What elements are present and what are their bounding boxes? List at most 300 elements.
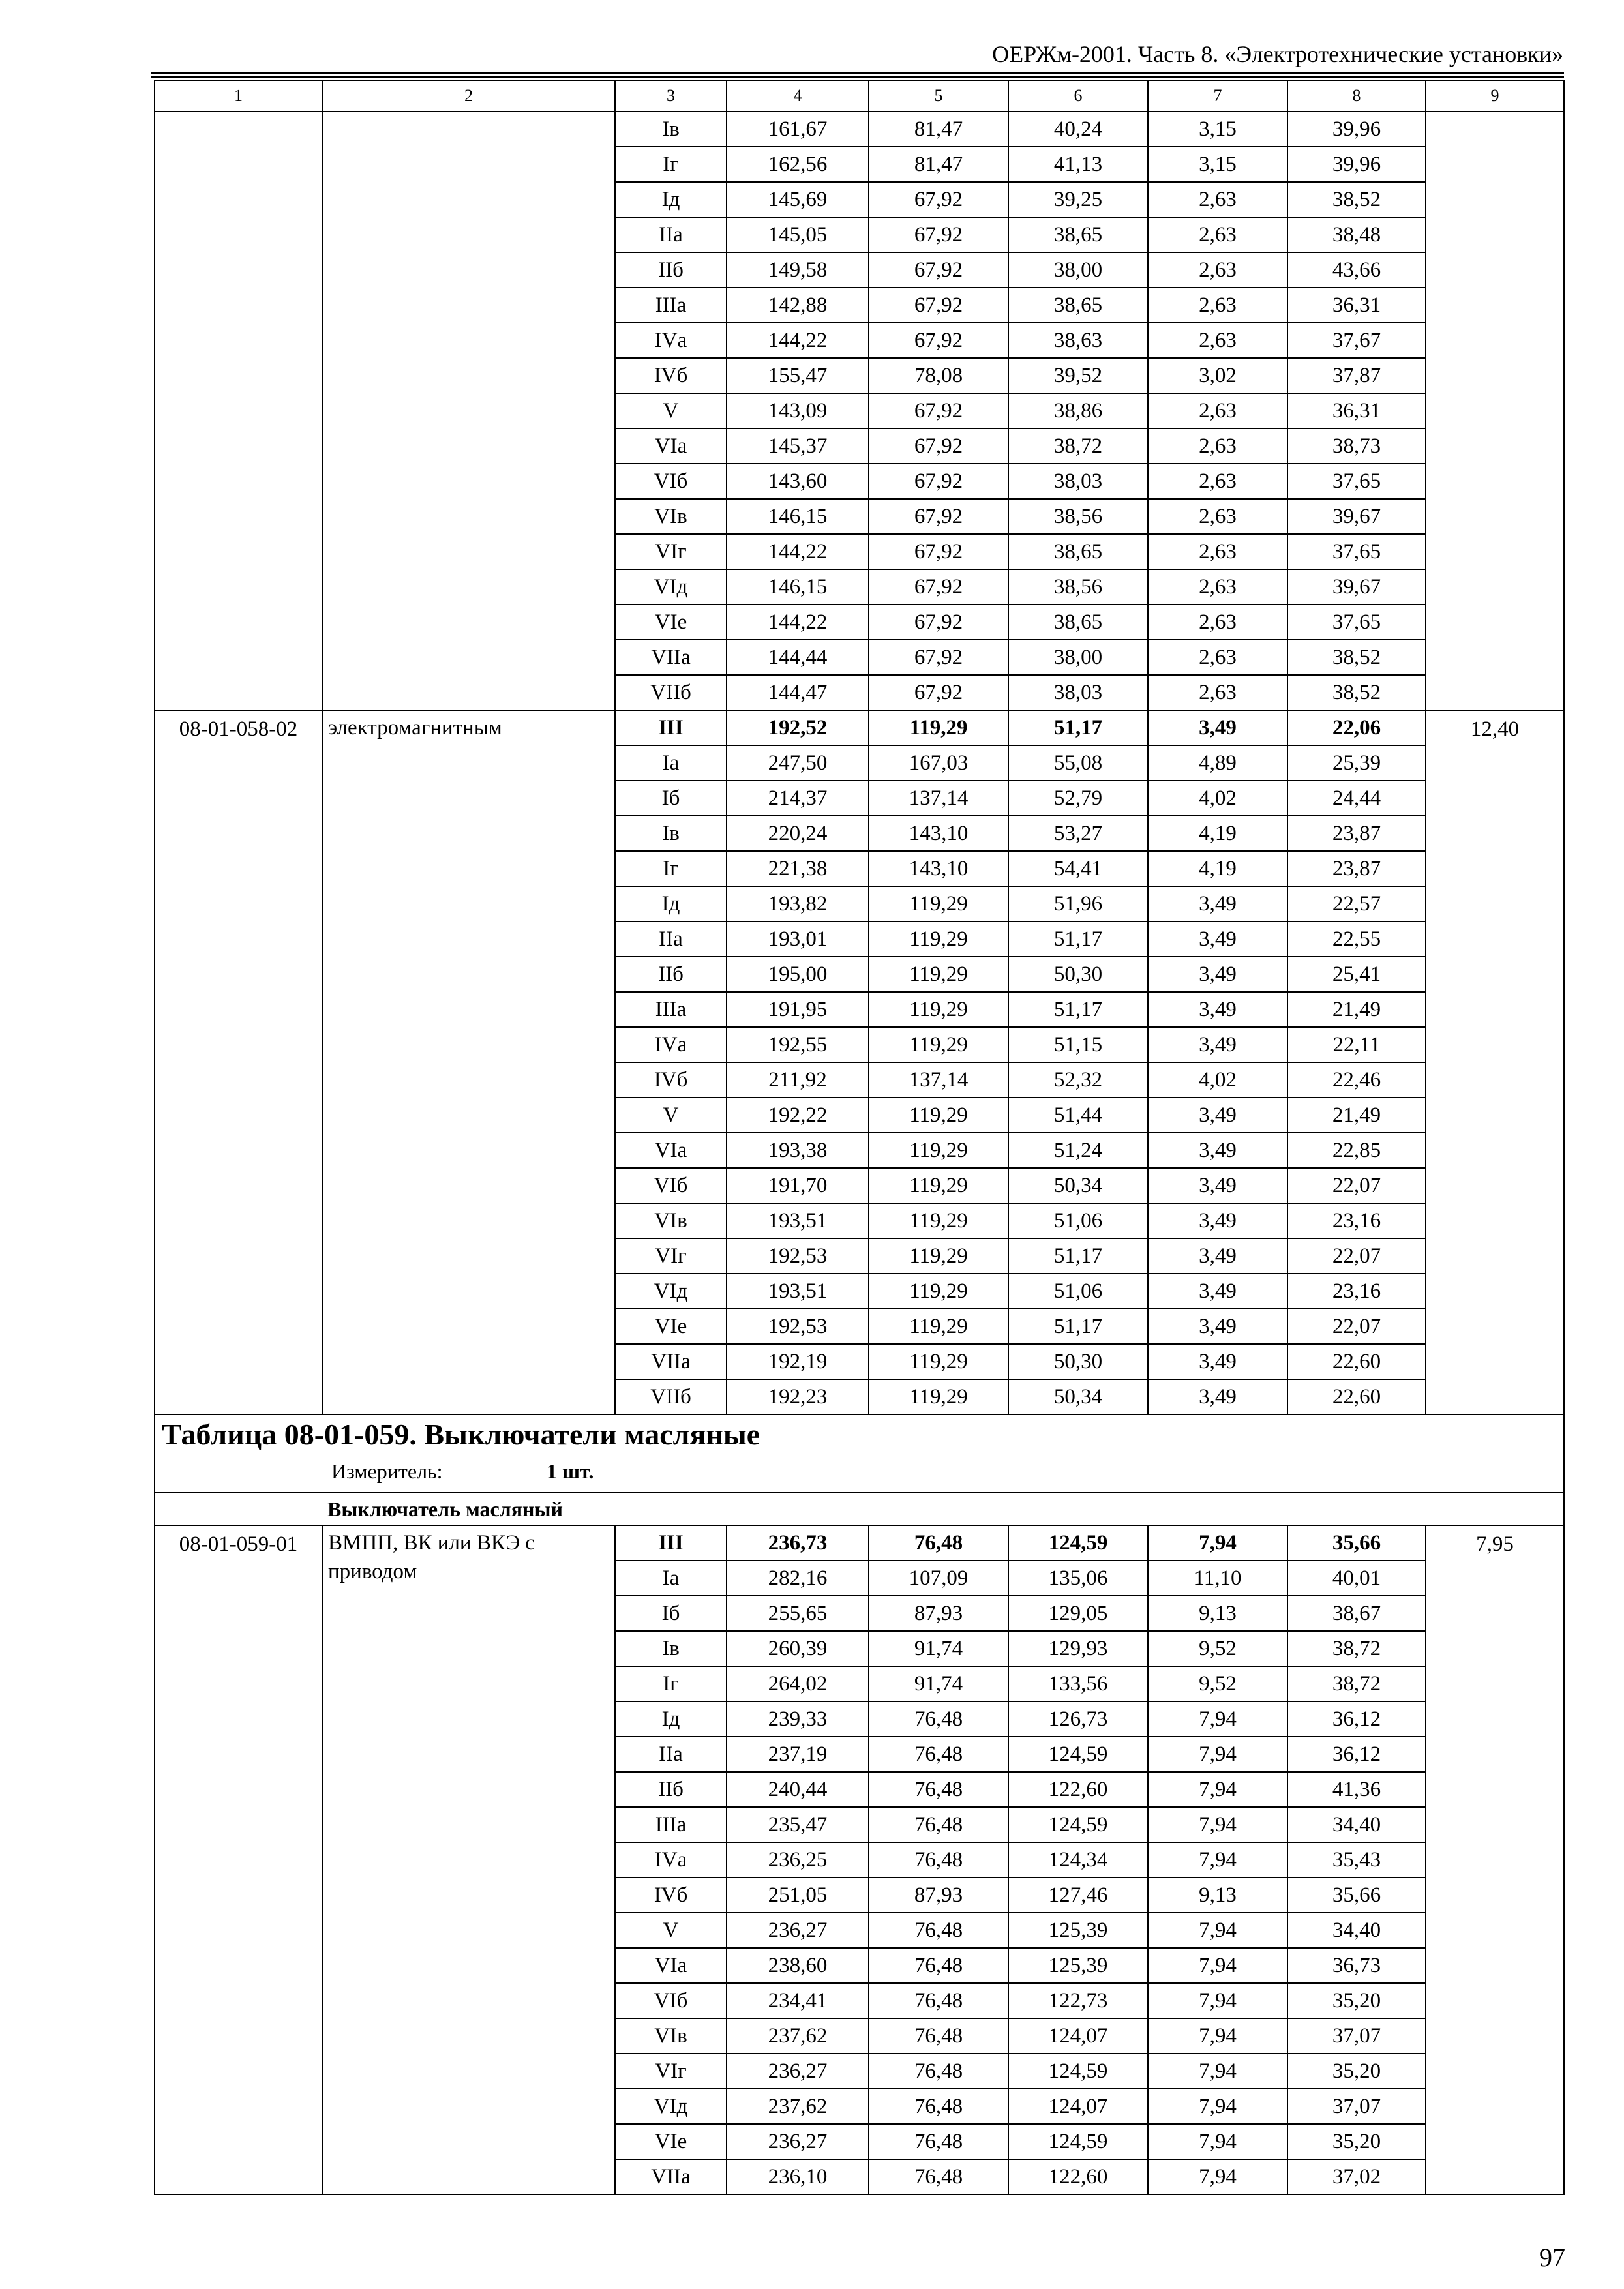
machines-cell: 124,07 (1008, 2089, 1148, 2124)
total-cost-cell: 221,38 (727, 851, 869, 886)
total-cost-cell: 192,53 (727, 1238, 869, 1274)
total-cost-cell: 144,22 (727, 534, 869, 569)
zone-cell: Iг (615, 851, 727, 886)
zone-cell: Iд (615, 1701, 727, 1737)
total-cost-cell: 155,47 (727, 358, 869, 393)
machines-cell: 39,25 (1008, 182, 1148, 217)
unit-label: Измеритель: (331, 1459, 443, 1483)
wages-cell: 67,92 (869, 569, 1008, 605)
materials-cell: 36,31 (1287, 393, 1426, 428)
machines-cell: 124,59 (1008, 1525, 1148, 1561)
machines-cell: 127,46 (1008, 1878, 1148, 1913)
labor-cell: 7,95 (1426, 1525, 1564, 2194)
wages-cell: 119,29 (869, 1098, 1008, 1133)
driver-wages-cell: 2,63 (1148, 569, 1287, 605)
total-cost-cell: 195,00 (727, 957, 869, 992)
driver-wages-cell: 3,49 (1148, 1379, 1287, 1414)
item-name-cell (322, 112, 615, 710)
materials-cell: 35,20 (1287, 1983, 1426, 2018)
materials-cell: 40,01 (1287, 1561, 1426, 1596)
driver-wages-cell: 7,94 (1148, 2054, 1287, 2089)
labor-cell (1426, 112, 1564, 710)
driver-wages-cell: 4,19 (1148, 816, 1287, 851)
header-rule-2 (151, 76, 1564, 78)
machines-cell: 133,56 (1008, 1666, 1148, 1701)
total-cost-cell: 220,24 (727, 816, 869, 851)
column-number: 2 (322, 80, 615, 112)
machines-cell: 38,72 (1008, 428, 1148, 464)
materials-cell: 35,20 (1287, 2054, 1426, 2089)
zone-cell: V (615, 1098, 727, 1133)
driver-wages-cell: 3,15 (1148, 112, 1287, 147)
wages-cell: 76,48 (869, 1701, 1008, 1737)
item-code-cell (155, 112, 322, 710)
materials-cell: 38,52 (1287, 640, 1426, 675)
running-header: ОЕРЖм-2001. Часть 8. «Электротехнические установки» (992, 41, 1563, 67)
wages-cell: 67,92 (869, 217, 1008, 252)
machines-cell: 38,03 (1008, 464, 1148, 499)
materials-cell: 36,12 (1287, 1737, 1426, 1772)
wages-cell: 119,29 (869, 1309, 1008, 1344)
machines-cell: 41,13 (1008, 147, 1148, 182)
materials-cell: 38,67 (1287, 1596, 1426, 1631)
zone-cell: IVб (615, 358, 727, 393)
driver-wages-cell: 9,13 (1148, 1878, 1287, 1913)
zone-cell: VIд (615, 2089, 727, 2124)
zone-cell: IIа (615, 1737, 727, 1772)
zone-cell: VIг (615, 534, 727, 569)
machines-cell: 51,06 (1008, 1274, 1148, 1309)
materials-cell: 22,46 (1287, 1062, 1426, 1098)
machines-cell: 38,00 (1008, 640, 1148, 675)
zone-cell: VIд (615, 569, 727, 605)
wages-cell: 119,29 (869, 1274, 1008, 1309)
zone-cell: Iв (615, 112, 727, 147)
wages-cell: 119,29 (869, 1379, 1008, 1414)
zone-cell: IIIа (615, 288, 727, 323)
zone-cell: VIIа (615, 1344, 727, 1379)
wages-cell: 67,92 (869, 428, 1008, 464)
wages-cell: 119,29 (869, 1133, 1008, 1168)
total-cost-cell: 144,22 (727, 605, 869, 640)
wages-cell: 76,48 (869, 1983, 1008, 2018)
driver-wages-cell: 3,49 (1148, 886, 1287, 921)
driver-wages-cell: 4,02 (1148, 1062, 1287, 1098)
materials-cell: 22,57 (1287, 886, 1426, 921)
zone-cell: IVа (615, 323, 727, 358)
wages-cell: 76,48 (869, 2159, 1008, 2194)
machines-cell: 125,39 (1008, 1913, 1148, 1948)
materials-cell: 38,52 (1287, 675, 1426, 710)
materials-cell: 37,02 (1287, 2159, 1426, 2194)
zone-cell: VIа (615, 1133, 727, 1168)
machines-cell: 124,59 (1008, 1807, 1148, 1842)
total-cost-cell: 236,73 (727, 1525, 869, 1561)
wages-cell: 76,48 (869, 2018, 1008, 2054)
wages-cell: 67,92 (869, 499, 1008, 534)
total-cost-cell: 192,23 (727, 1379, 869, 1414)
materials-cell: 39,67 (1287, 499, 1426, 534)
materials-cell: 36,12 (1287, 1701, 1426, 1737)
driver-wages-cell: 2,63 (1148, 252, 1287, 288)
wages-cell: 87,93 (869, 1878, 1008, 1913)
total-cost-cell: 192,52 (727, 710, 869, 745)
materials-cell: 23,16 (1287, 1274, 1426, 1309)
total-cost-cell: 236,10 (727, 2159, 869, 2194)
zone-cell: VIг (615, 2054, 727, 2089)
materials-cell: 36,31 (1287, 288, 1426, 323)
column-number: 5 (869, 80, 1008, 112)
machines-cell: 135,06 (1008, 1561, 1148, 1596)
machines-cell: 124,59 (1008, 2054, 1148, 2089)
machines-cell: 122,60 (1008, 1772, 1148, 1807)
total-cost-cell: 236,27 (727, 2054, 869, 2089)
total-cost-cell: 282,16 (727, 1561, 869, 1596)
total-cost-cell: 238,60 (727, 1948, 869, 1983)
column-number: 7 (1148, 80, 1287, 112)
zone-cell: IIб (615, 957, 727, 992)
driver-wages-cell: 3,49 (1148, 957, 1287, 992)
table-row (155, 1525, 1564, 1561)
materials-cell: 38,52 (1287, 182, 1426, 217)
zone-cell: Iв (615, 1631, 727, 1666)
total-cost-cell: 193,51 (727, 1203, 869, 1238)
materials-cell: 37,67 (1287, 323, 1426, 358)
column-number: 6 (1008, 80, 1148, 112)
materials-cell: 22,60 (1287, 1344, 1426, 1379)
zone-cell: V (615, 1913, 727, 1948)
item-code-cell: 08-01-058-02 (155, 710, 322, 1414)
zone-cell: VIв (615, 1203, 727, 1238)
item-code-cell: 08-01-059-01 (155, 1525, 322, 2194)
total-cost-cell: 142,88 (727, 288, 869, 323)
driver-wages-cell: 7,94 (1148, 1983, 1287, 2018)
total-cost-cell: 237,62 (727, 2018, 869, 2054)
machines-cell: 38,65 (1008, 605, 1148, 640)
materials-cell: 37,07 (1287, 2018, 1426, 2054)
header-rule (151, 72, 1564, 74)
driver-wages-cell: 3,49 (1148, 1098, 1287, 1133)
materials-cell: 24,44 (1287, 781, 1426, 816)
wages-cell: 119,29 (869, 886, 1008, 921)
driver-wages-cell: 7,94 (1148, 1842, 1287, 1878)
materials-cell: 37,87 (1287, 358, 1426, 393)
materials-cell: 25,41 (1287, 957, 1426, 992)
total-cost-cell: 144,47 (727, 675, 869, 710)
driver-wages-cell: 3,49 (1148, 1238, 1287, 1274)
driver-wages-cell: 7,94 (1148, 1913, 1287, 1948)
machines-cell: 38,56 (1008, 499, 1148, 534)
total-cost-cell: 251,05 (727, 1878, 869, 1913)
materials-cell: 23,87 (1287, 851, 1426, 886)
machines-cell: 122,60 (1008, 2159, 1148, 2194)
wages-cell: 91,74 (869, 1631, 1008, 1666)
materials-cell: 22,60 (1287, 1379, 1426, 1414)
materials-cell: 35,66 (1287, 1878, 1426, 1913)
zone-cell: IIа (615, 217, 727, 252)
machines-cell: 38,65 (1008, 288, 1148, 323)
driver-wages-cell: 7,94 (1148, 2124, 1287, 2159)
machines-cell: 51,17 (1008, 921, 1148, 957)
materials-cell: 22,55 (1287, 921, 1426, 957)
driver-wages-cell: 3,49 (1148, 1274, 1287, 1309)
total-cost-cell: 192,55 (727, 1027, 869, 1062)
zone-cell: VIг (615, 1238, 727, 1274)
machines-cell: 129,93 (1008, 1631, 1148, 1666)
machines-cell: 53,27 (1008, 816, 1148, 851)
driver-wages-cell: 11,10 (1148, 1561, 1287, 1596)
zone-cell: VIв (615, 499, 727, 534)
wages-cell: 137,14 (869, 1062, 1008, 1098)
materials-cell: 34,40 (1287, 1807, 1426, 1842)
driver-wages-cell: 4,19 (1148, 851, 1287, 886)
driver-wages-cell: 2,63 (1148, 464, 1287, 499)
zone-cell: IVа (615, 1842, 727, 1878)
table-title-cell (155, 1414, 1564, 1493)
table-title-row (155, 1414, 1564, 1493)
wages-cell: 76,48 (869, 2089, 1008, 2124)
machines-cell: 38,56 (1008, 569, 1148, 605)
column-number: 9 (1426, 80, 1564, 112)
zone-cell: Iг (615, 1666, 727, 1701)
machines-cell: 51,24 (1008, 1133, 1148, 1168)
materials-cell: 39,96 (1287, 112, 1426, 147)
driver-wages-cell: 3,49 (1148, 710, 1287, 745)
zone-cell: VIб (615, 464, 727, 499)
table-row (155, 710, 1564, 745)
machines-cell: 122,73 (1008, 1983, 1148, 2018)
machines-cell: 38,63 (1008, 323, 1148, 358)
wages-cell: 167,03 (869, 745, 1008, 781)
wages-cell: 67,92 (869, 605, 1008, 640)
zone-cell: IVб (615, 1878, 727, 1913)
column-number: 3 (615, 80, 727, 112)
machines-cell: 40,24 (1008, 112, 1148, 147)
materials-cell: 23,16 (1287, 1203, 1426, 1238)
machines-cell: 51,17 (1008, 710, 1148, 745)
zone-cell: Iг (615, 147, 727, 182)
zone-cell: VIв (615, 2018, 727, 2054)
total-cost-cell: 146,15 (727, 569, 869, 605)
driver-wages-cell: 2,63 (1148, 393, 1287, 428)
wages-cell: 119,29 (869, 1203, 1008, 1238)
materials-cell: 22,07 (1287, 1238, 1426, 1274)
zone-cell: VIIа (615, 2159, 727, 2194)
driver-wages-cell: 7,94 (1148, 1525, 1287, 1561)
total-cost-cell: 235,47 (727, 1807, 869, 1842)
zone-cell: VIIб (615, 1379, 727, 1414)
materials-cell: 21,49 (1287, 992, 1426, 1027)
driver-wages-cell: 2,63 (1148, 675, 1287, 710)
total-cost-cell: 255,65 (727, 1596, 869, 1631)
driver-wages-cell: 3,49 (1148, 921, 1287, 957)
wages-cell: 67,92 (869, 675, 1008, 710)
materials-cell: 37,07 (1287, 2089, 1426, 2124)
materials-cell: 22,11 (1287, 1027, 1426, 1062)
zone-cell: Iб (615, 781, 727, 816)
materials-cell: 38,72 (1287, 1631, 1426, 1666)
total-cost-cell: 145,69 (727, 182, 869, 217)
wages-cell: 67,92 (869, 288, 1008, 323)
machines-cell: 51,44 (1008, 1098, 1148, 1133)
rates-table (154, 80, 1565, 2195)
zone-cell: IIIа (615, 992, 727, 1027)
total-cost-cell: 237,62 (727, 2089, 869, 2124)
total-cost-cell: 192,53 (727, 1309, 869, 1344)
driver-wages-cell: 3,15 (1148, 147, 1287, 182)
item-name-cell: ВМПП, ВК или ВКЭ с приводом (322, 1525, 615, 2194)
total-cost-cell: 236,27 (727, 2124, 869, 2159)
wages-cell: 81,47 (869, 147, 1008, 182)
machines-cell: 51,17 (1008, 992, 1148, 1027)
zone-cell: Iб (615, 1596, 727, 1631)
machines-cell: 50,34 (1008, 1168, 1148, 1203)
labor-cell: 12,40 (1426, 710, 1564, 1414)
measurement-unit (162, 1456, 1563, 1487)
driver-wages-cell: 3,49 (1148, 1344, 1287, 1379)
total-cost-cell: 144,44 (727, 640, 869, 675)
total-cost-cell: 192,22 (727, 1098, 869, 1133)
wages-cell: 119,29 (869, 1168, 1008, 1203)
driver-wages-cell: 2,63 (1148, 428, 1287, 464)
unit-value: 1 шт. (547, 1459, 594, 1483)
total-cost-cell: 260,39 (727, 1631, 869, 1666)
machines-cell: 51,15 (1008, 1027, 1148, 1062)
machines-cell: 51,17 (1008, 1238, 1148, 1274)
wages-cell: 119,29 (869, 710, 1008, 745)
total-cost-cell: 193,82 (727, 886, 869, 921)
column-number-row (155, 80, 1564, 112)
driver-wages-cell: 2,63 (1148, 605, 1287, 640)
wages-cell: 76,48 (869, 1772, 1008, 1807)
zone-cell: VIIа (615, 640, 727, 675)
total-cost-cell: 193,38 (727, 1133, 869, 1168)
driver-wages-cell: 4,89 (1148, 745, 1287, 781)
machines-cell: 38,00 (1008, 252, 1148, 288)
driver-wages-cell: 2,63 (1148, 323, 1287, 358)
total-cost-cell: 143,09 (727, 393, 869, 428)
driver-wages-cell: 2,63 (1148, 534, 1287, 569)
wages-cell: 67,92 (869, 252, 1008, 288)
total-cost-cell: 191,70 (727, 1168, 869, 1203)
machines-cell: 52,79 (1008, 781, 1148, 816)
zone-cell: Iв (615, 816, 727, 851)
wages-cell: 67,92 (869, 534, 1008, 569)
total-cost-cell: 264,02 (727, 1666, 869, 1701)
wages-cell: 91,74 (869, 1666, 1008, 1701)
materials-cell: 37,65 (1287, 464, 1426, 499)
materials-cell: 37,65 (1287, 534, 1426, 569)
materials-cell: 25,39 (1287, 745, 1426, 781)
materials-cell: 23,87 (1287, 816, 1426, 851)
driver-wages-cell: 7,94 (1148, 1772, 1287, 1807)
zone-cell: IIб (615, 1772, 727, 1807)
machines-cell: 124,59 (1008, 2124, 1148, 2159)
driver-wages-cell: 7,94 (1148, 2018, 1287, 2054)
total-cost-cell: 239,33 (727, 1701, 869, 1737)
driver-wages-cell: 2,63 (1148, 217, 1287, 252)
section-title: Выключатель масляный (155, 1493, 1564, 1525)
driver-wages-cell: 7,94 (1148, 2089, 1287, 2124)
machines-cell: 38,65 (1008, 217, 1148, 252)
zone-cell: VIа (615, 428, 727, 464)
materials-cell: 43,66 (1287, 252, 1426, 288)
materials-cell: 35,20 (1287, 2124, 1426, 2159)
total-cost-cell: 146,15 (727, 499, 869, 534)
machines-cell: 38,03 (1008, 675, 1148, 710)
wages-cell: 67,92 (869, 464, 1008, 499)
zone-cell: VIIб (615, 675, 727, 710)
zone-cell: III (615, 1525, 727, 1561)
zone-cell: Iд (615, 886, 727, 921)
total-cost-cell: 143,60 (727, 464, 869, 499)
wages-cell: 119,29 (869, 1027, 1008, 1062)
driver-wages-cell: 7,94 (1148, 1948, 1287, 1983)
total-cost-cell: 149,58 (727, 252, 869, 288)
zone-cell: IIIа (615, 1807, 727, 1842)
machines-cell: 52,32 (1008, 1062, 1148, 1098)
zone-cell: VIа (615, 1948, 727, 1983)
driver-wages-cell: 3,02 (1148, 358, 1287, 393)
wages-cell: 76,48 (869, 1948, 1008, 1983)
machines-cell: 124,34 (1008, 1842, 1148, 1878)
wages-cell: 76,48 (869, 2124, 1008, 2159)
driver-wages-cell: 7,94 (1148, 2159, 1287, 2194)
machines-cell: 51,17 (1008, 1309, 1148, 1344)
zone-cell: Iа (615, 745, 727, 781)
materials-cell: 22,07 (1287, 1309, 1426, 1344)
materials-cell: 41,36 (1287, 1772, 1426, 1807)
wages-cell: 67,92 (869, 640, 1008, 675)
materials-cell: 22,06 (1287, 710, 1426, 745)
materials-cell: 38,73 (1287, 428, 1426, 464)
wages-cell: 119,29 (869, 921, 1008, 957)
table-title: Таблица 08-01-059. Выключатели масляные (162, 1418, 760, 1451)
wages-cell: 107,09 (869, 1561, 1008, 1596)
machines-cell: 39,52 (1008, 358, 1148, 393)
total-cost-cell: 240,44 (727, 1772, 869, 1807)
wages-cell: 67,92 (869, 323, 1008, 358)
zone-cell: VIе (615, 1309, 727, 1344)
driver-wages-cell: 2,63 (1148, 182, 1287, 217)
total-cost-cell: 214,37 (727, 781, 869, 816)
wages-cell: 67,92 (869, 393, 1008, 428)
machines-cell: 129,05 (1008, 1596, 1148, 1631)
zone-cell: VIе (615, 605, 727, 640)
driver-wages-cell: 7,94 (1148, 1807, 1287, 1842)
driver-wages-cell: 3,49 (1148, 1309, 1287, 1344)
driver-wages-cell: 7,94 (1148, 1737, 1287, 1772)
column-number: 8 (1287, 80, 1426, 112)
materials-cell: 34,40 (1287, 1913, 1426, 1948)
wages-cell: 76,48 (869, 1807, 1008, 1842)
wages-cell: 137,14 (869, 781, 1008, 816)
driver-wages-cell: 3,49 (1148, 1203, 1287, 1238)
machines-cell: 50,30 (1008, 957, 1148, 992)
item-name-cell: электромагнитным (322, 710, 615, 1414)
zone-cell: IIб (615, 252, 727, 288)
machines-cell: 38,65 (1008, 534, 1148, 569)
total-cost-cell: 145,37 (727, 428, 869, 464)
wages-cell: 76,48 (869, 1913, 1008, 1948)
wages-cell: 78,08 (869, 358, 1008, 393)
wages-cell: 87,93 (869, 1596, 1008, 1631)
machines-cell: 126,73 (1008, 1701, 1148, 1737)
total-cost-cell: 236,25 (727, 1842, 869, 1878)
total-cost-cell: 144,22 (727, 323, 869, 358)
total-cost-cell: 193,51 (727, 1274, 869, 1309)
materials-cell: 39,96 (1287, 147, 1426, 182)
